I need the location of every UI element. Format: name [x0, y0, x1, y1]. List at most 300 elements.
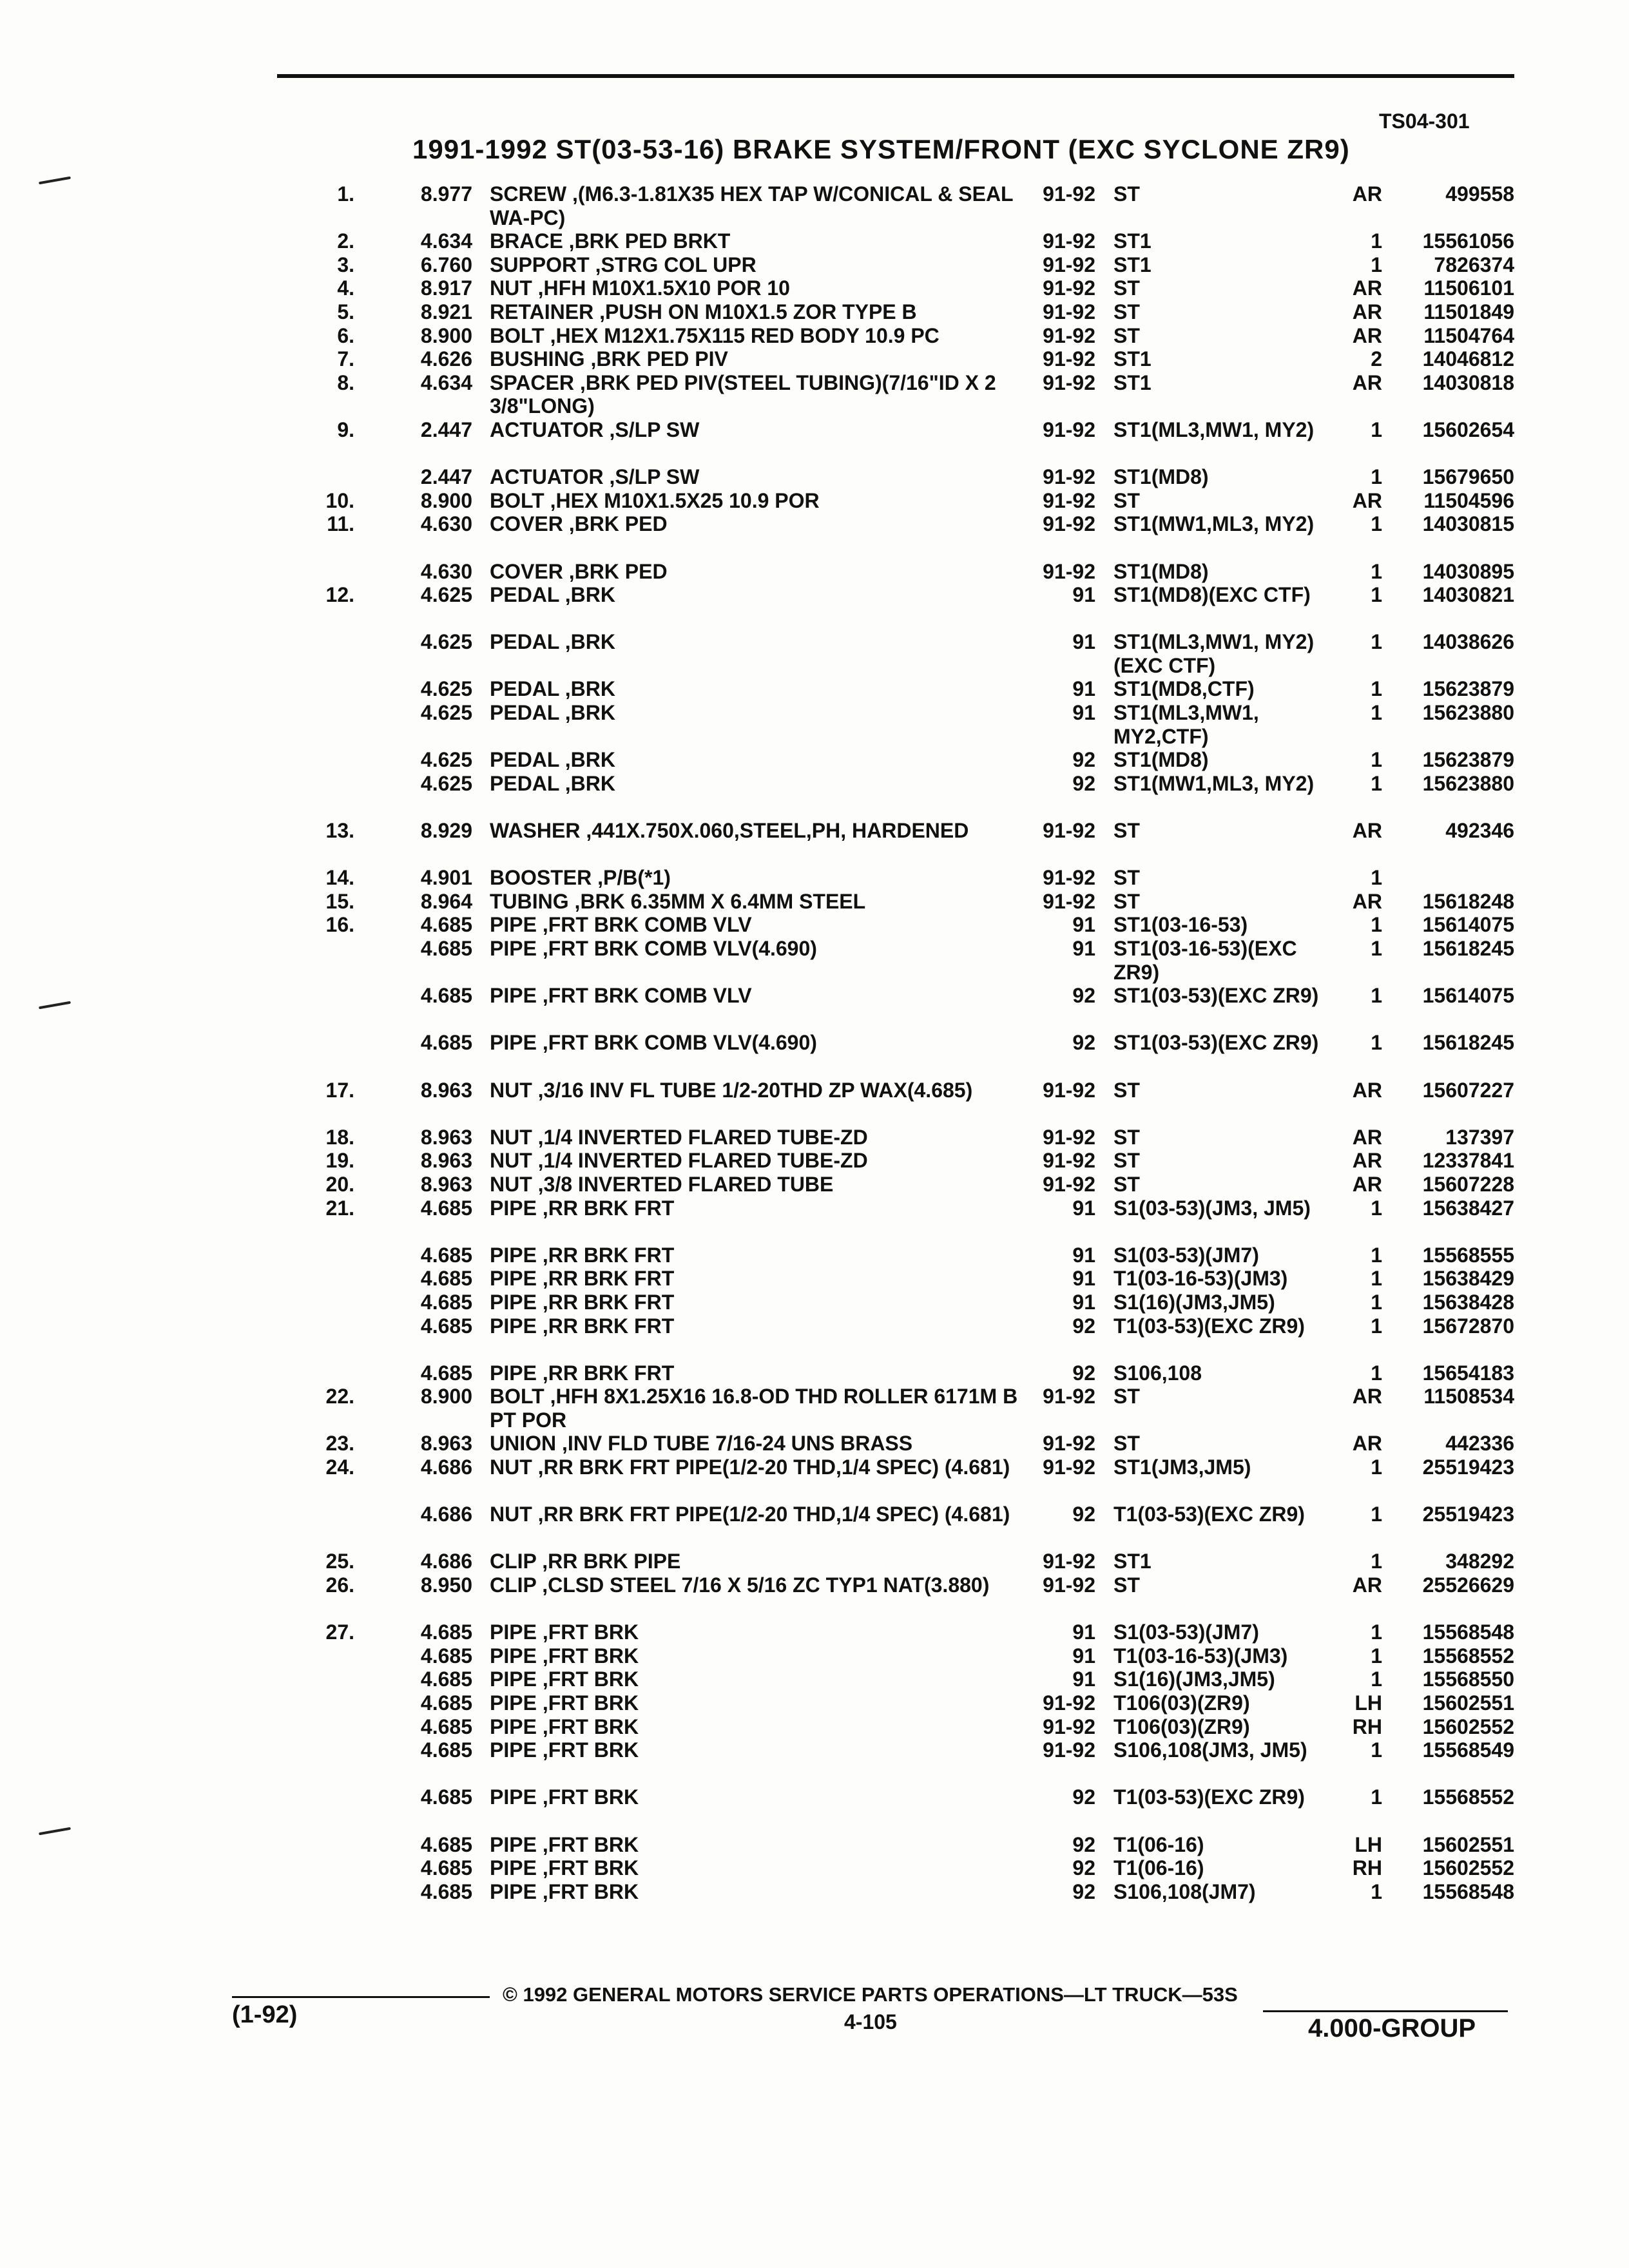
part-number: 15623880	[1422, 701, 1514, 725]
part-number: 15672870	[1422, 1314, 1514, 1338]
group-number: 4.625	[420, 701, 472, 725]
part-name: SPACER	[490, 370, 574, 394]
group-number: 8.900	[420, 1385, 472, 1408]
part-number: 25526629	[1422, 1573, 1514, 1597]
table-row	[0, 1267, 1629, 1291]
group-number: 4.685	[420, 1691, 472, 1715]
table-row	[0, 1432, 1629, 1456]
group-number: 4.625	[420, 677, 472, 701]
table-row	[0, 1291, 1629, 1314]
model-years: 91	[1072, 1620, 1095, 1644]
item-number: 17.	[325, 1078, 354, 1102]
group-number: 4.686	[420, 1456, 472, 1479]
quantity: 1	[1371, 465, 1382, 489]
table-row	[0, 1667, 1629, 1691]
part-name: ACTUATOR	[490, 465, 604, 489]
model-years: 91	[1072, 1644, 1095, 1667]
application: ST1(JM3,JM5)	[1113, 1456, 1251, 1479]
part-description	[490, 984, 1018, 1008]
group-number: 4.685	[420, 1644, 472, 1667]
group-number: 4.685	[420, 1785, 472, 1809]
part-number: 15679650	[1422, 465, 1514, 489]
quantity: 1	[1371, 253, 1382, 276]
part-name: PIPE	[490, 1361, 537, 1385]
top-rule	[277, 74, 1514, 78]
application: T1(03-16-53)(JM3)	[1113, 1267, 1288, 1291]
part-name: NUT	[490, 1125, 532, 1149]
model-years: 91	[1072, 630, 1095, 654]
part-description	[490, 913, 1018, 937]
part-name: NUT	[490, 1172, 532, 1196]
item-number: 18.	[325, 1125, 354, 1149]
part-name: TUBING	[490, 889, 569, 913]
quantity: 1	[1371, 771, 1382, 795]
part-name: BOLT	[490, 323, 545, 347]
part-description	[490, 465, 1018, 489]
group-number: 4.625	[420, 748, 472, 772]
model-years: 92	[1072, 1832, 1095, 1856]
model-years: 91-92	[1043, 889, 1095, 913]
part-name: PEDAL	[490, 677, 559, 701]
item-number: 24.	[325, 1456, 354, 1479]
part-detail: ,S/LP SW	[609, 465, 700, 489]
part-number: 492346	[1445, 819, 1514, 843]
group-number: 4.901	[420, 866, 472, 890]
table-row	[0, 229, 1629, 253]
quantity: 1	[1371, 677, 1382, 701]
application: ST1	[1113, 253, 1152, 276]
part-name: BOOSTER	[490, 866, 592, 890]
table-row	[0, 560, 1629, 584]
quantity: 1	[1371, 1243, 1382, 1267]
application: S106,108	[1113, 1361, 1202, 1385]
part-detail: ,HFH M10X1.5X10 POR 10	[537, 276, 790, 300]
part-detail: ,RR BRK FRT	[542, 1314, 675, 1338]
model-years: 91-92	[1043, 512, 1095, 536]
part-number: 15623879	[1422, 748, 1514, 772]
model-years: 91-92	[1043, 253, 1095, 276]
quantity: 1	[1371, 418, 1382, 441]
part-description	[490, 1738, 1018, 1762]
part-name: PIPE	[490, 1290, 537, 1314]
part-detail: ,STRG COL UPR	[595, 253, 757, 276]
part-name: PIPE	[490, 1267, 537, 1291]
table-row	[0, 1785, 1629, 1832]
part-description	[490, 512, 1018, 536]
part-number: 7826374	[1434, 253, 1514, 276]
part-description	[490, 1291, 1018, 1314]
part-name: NUT	[490, 1149, 532, 1173]
part-detail: ,S/LP SW	[609, 418, 700, 441]
part-name: COVER	[490, 559, 563, 583]
group-number: 4.685	[420, 1715, 472, 1738]
item-number: 6.	[337, 323, 354, 347]
model-years: 91-92	[1043, 347, 1095, 371]
table-row	[0, 890, 1629, 914]
part-name: PIPE	[490, 1243, 537, 1267]
part-number: 15568552	[1422, 1785, 1514, 1809]
part-name: PEDAL	[490, 630, 559, 654]
group-number: 8.963	[420, 1078, 472, 1102]
part-detail: ,BRK	[564, 630, 615, 654]
part-description	[490, 1149, 1018, 1173]
table-row	[0, 1833, 1629, 1857]
part-number: 14030818	[1422, 370, 1514, 394]
table-row	[0, 1550, 1629, 1573]
part-detail: ,FRT BRK	[542, 1856, 639, 1880]
part-detail: ,HEX M10X1.5X25 10.9 POR	[550, 488, 820, 512]
group-number: 8.963	[420, 1125, 472, 1149]
part-detail: ,1/4 INVERTED FLARED TUBE-ZD	[537, 1125, 868, 1149]
part-detail: ,3/16 INV FL TUBE 1/2-20THD ZP WAX(4.685)	[537, 1078, 973, 1102]
quantity: 1	[1371, 1456, 1382, 1479]
item-number: 27.	[325, 1620, 354, 1644]
table-row	[0, 1691, 1629, 1715]
item-number: 13.	[325, 819, 354, 843]
group-number: 8.964	[420, 889, 472, 913]
part-number: 11504764	[1423, 323, 1514, 347]
table-row	[0, 1079, 1629, 1126]
item-number: 5.	[337, 300, 354, 323]
part-description	[490, 890, 1018, 914]
group-number: 8.977	[420, 182, 472, 206]
part-detail: ,BRK	[564, 677, 615, 701]
quantity: AR	[1352, 276, 1382, 300]
quantity: AR	[1352, 1385, 1382, 1408]
part-description	[490, 1667, 1018, 1691]
model-years: 91-92	[1043, 866, 1095, 890]
part-description	[490, 1715, 1018, 1739]
item-number: 9.	[337, 418, 354, 441]
part-detail: ,PUSH ON M10X1.5 ZOR TYPE B	[599, 300, 917, 323]
table-row	[0, 1149, 1629, 1173]
part-detail: ,RR BRK FRT	[542, 1267, 675, 1291]
model-years: 91	[1072, 913, 1095, 937]
model-years: 91-92	[1043, 1149, 1095, 1173]
quantity: 1	[1371, 1879, 1382, 1903]
part-detail: ,FRT BRK COMB VLV	[542, 984, 752, 1008]
quantity: 1	[1371, 583, 1382, 607]
part-number: 499558	[1445, 182, 1514, 206]
model-years: 92	[1072, 771, 1095, 795]
model-years: 92	[1072, 1503, 1095, 1526]
part-number: 25519423	[1422, 1456, 1514, 1479]
application: ST	[1113, 889, 1140, 913]
application: S106,108(JM3, JM5)	[1113, 1738, 1307, 1762]
part-description	[490, 253, 1018, 277]
table-row	[0, 1314, 1629, 1361]
table-row	[0, 583, 1629, 630]
model-years: 91-92	[1043, 1715, 1095, 1738]
part-detail: ,FRT BRK	[542, 1667, 639, 1691]
part-name: PEDAL	[490, 771, 559, 795]
part-description	[490, 1031, 1018, 1055]
model-years: 91-92	[1043, 323, 1095, 347]
part-number: 15602551	[1422, 1832, 1514, 1856]
part-description	[490, 300, 1018, 324]
table-row	[0, 1880, 1629, 1904]
quantity: AR	[1352, 1149, 1382, 1173]
application: S1(16)(JM3,JM5)	[1113, 1290, 1275, 1314]
part-detail: ,P/B(*1)	[597, 866, 671, 890]
table-row	[0, 324, 1629, 348]
group-number: 4.625	[420, 630, 472, 654]
item-number: 4.	[337, 276, 354, 300]
part-name: PEDAL	[490, 748, 559, 772]
model-years: 91-92	[1043, 370, 1095, 394]
application: ST	[1113, 182, 1140, 206]
part-detail: ,RR BRK FRT PIPE(1/2-20 THD,1/4 SPEC) (4.681)	[537, 1503, 1010, 1526]
item-number: 14.	[325, 866, 354, 890]
part-detail: ,RR BRK FRT	[542, 1361, 675, 1385]
part-number: 14030815	[1422, 512, 1514, 536]
part-number: 15568552	[1422, 1644, 1514, 1667]
item-number: 22.	[325, 1385, 354, 1408]
table-row	[0, 819, 1629, 866]
item-number: 20.	[325, 1172, 354, 1196]
part-detail: ,BRK PED PIV	[590, 347, 728, 371]
part-description	[490, 371, 1018, 418]
group-number: 8.921	[420, 300, 472, 323]
part-description	[490, 701, 1018, 725]
part-name: COVER	[490, 512, 563, 536]
part-number: 14046812	[1422, 347, 1514, 371]
group-number: 4.625	[420, 583, 472, 607]
part-description	[490, 1550, 1018, 1573]
quantity: 1	[1371, 1503, 1382, 1526]
part-name: RETAINER	[490, 300, 594, 323]
application: ST	[1113, 819, 1140, 843]
table-row	[0, 182, 1629, 229]
application: ST1(ML3,MW1, MY2)(EXC CTF)	[1113, 630, 1315, 677]
part-detail: ,RR BRK FRT	[542, 1243, 675, 1267]
part-number: 11506101	[1423, 276, 1514, 300]
part-description	[490, 1361, 1018, 1385]
part-description	[490, 276, 1018, 300]
part-detail: ,FRT BRK COMB VLV(4.690)	[542, 937, 817, 960]
part-number: 15602552	[1422, 1856, 1514, 1880]
application: ST1(ML3,MW1, MY2,CTF)	[1113, 701, 1259, 748]
model-years: 92	[1072, 1879, 1095, 1903]
part-number: 15618245	[1422, 1031, 1514, 1055]
part-name: PIPE	[490, 1856, 537, 1880]
model-years: 91-92	[1043, 276, 1095, 300]
part-detail: ,RR BRK FRT PIPE(1/2-20 THD,1/4 SPEC) (4.681)	[537, 1456, 1010, 1479]
part-number: 15568548	[1422, 1879, 1514, 1903]
part-number: 15602654	[1422, 418, 1514, 441]
model-years: 91-92	[1043, 488, 1095, 512]
table-row	[0, 1126, 1629, 1149]
part-detail: ,RR BRK FRT	[542, 1290, 675, 1314]
group-number: 4.685	[420, 1738, 472, 1762]
application: T1(06-16)	[1113, 1832, 1204, 1856]
part-number: 15568550	[1422, 1667, 1514, 1691]
part-detail: ,BRK PED PIV(STEEL TUBING)(7/16"ID X 2 3/8"LONG)	[490, 370, 996, 418]
quantity: AR	[1352, 182, 1382, 206]
quantity: 1	[1371, 512, 1382, 536]
table-row	[0, 1385, 1629, 1432]
item-number: 7.	[337, 347, 354, 371]
part-name: SCREW	[490, 182, 567, 206]
table-row	[0, 701, 1629, 748]
part-number: 15561056	[1422, 229, 1514, 253]
application: ST	[1113, 1385, 1140, 1408]
part-name: PIPE	[490, 1644, 537, 1667]
part-detail: ,1/4 INVERTED FLARED TUBE-ZD	[537, 1149, 868, 1173]
model-years: 91-92	[1043, 1125, 1095, 1149]
application: ST1(MD8)	[1113, 465, 1209, 489]
table-row	[0, 512, 1629, 559]
group-number: 4.685	[420, 984, 472, 1008]
part-number: 14038626	[1422, 630, 1514, 654]
quantity: RH	[1352, 1856, 1382, 1880]
part-name: UNION	[490, 1432, 557, 1456]
quantity: 1	[1371, 1196, 1382, 1220]
part-number: 11508534	[1423, 1385, 1514, 1408]
part-number: 15602552	[1422, 1715, 1514, 1738]
copyright-line: © 1992 GENERAL MOTORS SERVICE PARTS OPERATIONS—LT TRUCK—53S	[503, 1983, 1238, 2006]
table-row	[0, 371, 1629, 418]
group-number: 8.917	[420, 276, 472, 300]
application: S1(03-53)(JM3, JM5)	[1113, 1196, 1311, 1220]
item-number: 15.	[325, 889, 354, 913]
table-row	[0, 866, 1629, 890]
group-number: 8.950	[420, 1573, 472, 1597]
footer-rule	[1263, 2010, 1508, 2012]
parts-list	[0, 182, 1629, 1903]
part-name: PIPE	[490, 1879, 537, 1903]
part-name: PIPE	[490, 1620, 537, 1644]
item-number: 12.	[325, 583, 354, 607]
model-years: 91-92	[1043, 229, 1095, 253]
part-number: 12337841	[1422, 1149, 1514, 1173]
application: ST1(MW1,ML3, MY2)	[1113, 512, 1315, 536]
quantity: 1	[1371, 1644, 1382, 1667]
model-years: 91-92	[1043, 1550, 1095, 1573]
part-detail: ,FRT BRK	[542, 1691, 639, 1715]
group-number: 2.447	[420, 465, 472, 489]
quantity: LH	[1354, 1832, 1382, 1856]
part-detail: ,BRK	[564, 701, 615, 725]
part-detail: ,FRT BRK COMB VLV(4.690)	[542, 1031, 817, 1055]
part-detail: ,FRT BRK	[542, 1785, 639, 1809]
quantity: 1	[1371, 1667, 1382, 1691]
table-row	[0, 1856, 1629, 1880]
group-number: 4.685	[420, 937, 472, 960]
part-detail: ,FRT BRK	[542, 1879, 639, 1903]
quantity: AR	[1352, 1125, 1382, 1149]
table-row	[0, 1173, 1629, 1196]
model-years: 91	[1072, 1196, 1095, 1220]
part-name: ACTUATOR	[490, 418, 604, 441]
group-label: 4.000-GROUP	[1308, 2014, 1476, 2042]
application: ST1(MD8)	[1113, 559, 1209, 583]
model-years: 91-92	[1043, 1456, 1095, 1479]
quantity: 1	[1371, 1550, 1382, 1573]
table-row	[0, 1573, 1629, 1620]
part-detail: ,INV FLD TUBE 7/16-24 UNS BRASS	[562, 1432, 913, 1456]
part-number: 11501849	[1423, 300, 1514, 323]
group-number: 8.900	[420, 323, 472, 347]
quantity: 1	[1371, 1314, 1382, 1338]
application: ST1(MW1,ML3, MY2)	[1113, 771, 1315, 795]
part-description	[490, 677, 1018, 701]
quantity: 1	[1371, 1361, 1382, 1385]
model-years: 91-92	[1043, 1573, 1095, 1597]
part-description	[490, 1691, 1018, 1715]
part-name: PIPE	[490, 1314, 537, 1338]
group-number: 4.630	[420, 512, 472, 536]
part-description	[490, 819, 1018, 843]
model-years: 91	[1072, 937, 1095, 960]
part-number: 15568555	[1422, 1243, 1514, 1267]
part-description	[490, 418, 1018, 442]
model-years: 91-92	[1043, 1738, 1095, 1762]
application: T106(03)(ZR9)	[1113, 1691, 1250, 1715]
part-name: PIPE	[490, 1196, 537, 1220]
part-description	[490, 1573, 1018, 1597]
part-name: PIPE	[490, 1031, 537, 1055]
part-number: 15568549	[1422, 1738, 1514, 1762]
application: ST1(MD8)	[1113, 748, 1209, 772]
group-number: 8.963	[420, 1149, 472, 1173]
group-number: 4.685	[420, 1314, 472, 1338]
part-name: BOLT	[490, 488, 545, 512]
part-detail: ,FRT BRK COMB VLV	[542, 913, 752, 937]
part-detail: ,RR BRK PIPE	[542, 1550, 681, 1573]
table-row	[0, 748, 1629, 772]
table-row	[0, 1196, 1629, 1244]
group-number: 6.760	[420, 253, 472, 276]
part-description	[490, 748, 1018, 772]
part-number: 15623879	[1422, 677, 1514, 701]
application: T1(03-53)(EXC ZR9)	[1113, 1503, 1305, 1526]
application: ST1	[1113, 1550, 1152, 1573]
table-row	[0, 489, 1629, 513]
table-row	[0, 1244, 1629, 1267]
part-description	[490, 1456, 1018, 1479]
quantity: AR	[1352, 1573, 1382, 1597]
part-detail: ,CLSD STEEL 7/16 X 5/16 ZC TYP1 NAT(3.880)	[542, 1573, 990, 1597]
table-row	[0, 347, 1629, 371]
group-number: 4.685	[420, 1196, 472, 1220]
part-name: PIPE	[490, 1691, 537, 1715]
table-row	[0, 772, 1629, 819]
part-description	[490, 229, 1018, 253]
quantity: AR	[1352, 1172, 1382, 1196]
model-years: 91	[1072, 1267, 1095, 1291]
part-description	[490, 630, 1018, 654]
model-years: 92	[1072, 1856, 1095, 1880]
part-description	[490, 182, 1018, 229]
quantity: AR	[1352, 370, 1382, 394]
quantity: 1	[1371, 937, 1382, 960]
item-number: 8.	[337, 370, 354, 394]
application: T1(03-53)(EXC ZR9)	[1113, 1314, 1305, 1338]
quantity: 1	[1371, 701, 1382, 725]
table-row	[0, 913, 1629, 937]
model-years: 91-92	[1043, 1432, 1095, 1456]
quantity: AR	[1352, 1432, 1382, 1456]
application: ST	[1113, 300, 1140, 323]
model-years: 92	[1072, 984, 1095, 1008]
part-name: NUT	[490, 276, 532, 300]
model-years: 91-92	[1043, 182, 1095, 206]
group-number: 4.685	[420, 1361, 472, 1385]
part-detail: ,FRT BRK	[542, 1832, 639, 1856]
item-number: 1.	[337, 182, 354, 206]
table-row	[0, 276, 1629, 300]
